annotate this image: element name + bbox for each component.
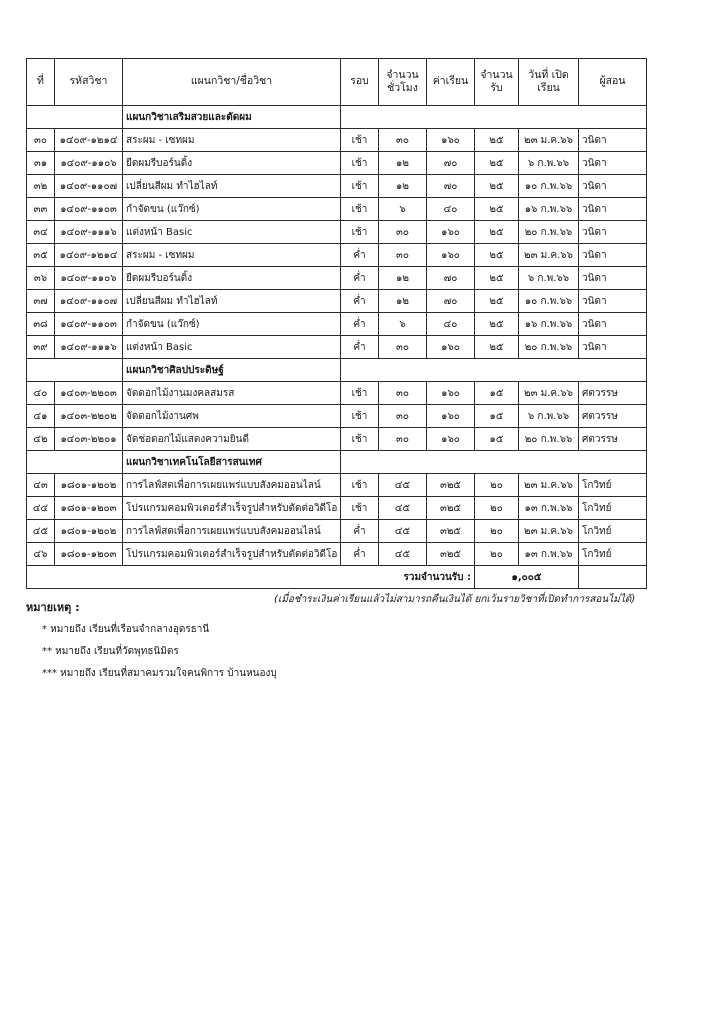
cell-round: ค่ำ (341, 336, 379, 359)
cell-no: ๔๒ (27, 428, 55, 451)
cell-teacher: โกวิทย์ (579, 474, 647, 497)
cell-no: ๔๓ (27, 474, 55, 497)
cell-date: ๒๐ ก.พ.๖๖ (519, 221, 579, 244)
cell-round: เช้า (341, 129, 379, 152)
cell-teacher: ศตวรรษ (579, 382, 647, 405)
cell-round: เช้า (341, 175, 379, 198)
cell-name: โปรแกรมคอมพิวเตอร์สำเร็จรูปสำหรับตัดต่อวิดีโอ (123, 497, 341, 520)
cell-date: ๒๐ ก.พ.๖๖ (519, 428, 579, 451)
cell-seats: ๒๕ (475, 313, 519, 336)
cell-seats: ๒๐ (475, 474, 519, 497)
cell-teacher: วนิดา (579, 198, 647, 221)
cell-fee: ๗๐ (427, 152, 475, 175)
cell-fee: ๑๖๐ (427, 221, 475, 244)
cell-teacher: วนิดา (579, 267, 647, 290)
cell-seats: ๒๕ (475, 244, 519, 267)
cell-no: ๓๔ (27, 221, 55, 244)
cell-name: สระผม - เซทผม (123, 129, 341, 152)
cell-name: แต่งหน้า Basic (123, 336, 341, 359)
table-row (27, 405, 647, 428)
cell-code: ๑๔๐๙-๑๒๑๔ (55, 129, 123, 152)
cell-fee: ๑๖๐ (427, 382, 475, 405)
cell-hours: ๓๐ (379, 405, 427, 428)
cell-no: ๓๑ (27, 152, 55, 175)
cell-name: เปลี่ยนสีผม ทำไฮไลท์ (123, 175, 341, 198)
cell-fee: ๑๖๐ (427, 428, 475, 451)
cell-fee: ๓๒๕ (427, 497, 475, 520)
cell-code: ๑๘๐๑-๑๒๐๓ (55, 497, 123, 520)
cell-seats: ๑๕ (475, 428, 519, 451)
cell-hours: ๖ (379, 198, 427, 221)
cell-date: ๑๓ ก.พ.๖๖ (519, 497, 579, 520)
header-round: รอบ (341, 59, 379, 106)
cell-name: จัดดอกไม้งานมงคลสมรส (123, 382, 341, 405)
section-spacer (341, 106, 647, 129)
cell-name: เปลี่ยนสีผม ทำไฮไลท์ (123, 290, 341, 313)
remark-line: * หมายถึง เรียนที่เรือนจำกลางอุดรธานี (42, 624, 210, 635)
cell-teacher: ศตวรรษ (579, 405, 647, 428)
cell-fee: ๓๒๕ (427, 474, 475, 497)
cell-hours: ๑๒ (379, 290, 427, 313)
remarks-title: หมายเหตุ : (26, 601, 80, 614)
cell-date: ๒๓ ม.ค.๖๖ (519, 244, 579, 267)
cell-fee: ๑๖๐ (427, 405, 475, 428)
cell-teacher: วนิดา (579, 336, 647, 359)
cell-hours: ๖ (379, 313, 427, 336)
cell-round: ค่ำ (341, 543, 379, 566)
section-title: แผนกวิชาศิลปประดิษฐ์ (123, 359, 341, 382)
total-label: รวมจำนวนรับ : (27, 566, 475, 589)
header-teacher: ผู้สอน (579, 59, 647, 106)
cell-round: เช้า (341, 405, 379, 428)
section-title: แผนกวิชาเทคโนโลยีสารสนเทศ (123, 451, 341, 474)
cell-date: ๖ ก.พ.๖๖ (519, 152, 579, 175)
cell-code: ๑๔๐๙-๑๑๑๖ (55, 336, 123, 359)
cell-fee: ๑๖๐ (427, 336, 475, 359)
cell-date: ๒๓ ม.ค.๖๖ (519, 129, 579, 152)
cell-date: ๑๐ ก.พ.๖๖ (519, 175, 579, 198)
header-fee: ค่าเรียน (427, 59, 475, 106)
cell-code: ๑๘๐๑-๑๒๐๓ (55, 543, 123, 566)
cell-hours: ๓๐ (379, 336, 427, 359)
section-row (27, 359, 647, 382)
cell-seats: ๒๕ (475, 152, 519, 175)
table-row (27, 129, 647, 152)
cell-round: ค่ำ (341, 520, 379, 543)
cell-seats: ๑๕ (475, 405, 519, 428)
cell-teacher: วนิดา (579, 175, 647, 198)
cell-seats: ๒๕ (475, 290, 519, 313)
cell-fee: ๗๐ (427, 175, 475, 198)
cell-date: ๑๖ ก.พ.๖๖ (519, 313, 579, 336)
cell-code: ๑๔๐๓-๒๒๐๑ (55, 428, 123, 451)
cell-name: กำจัดขน (แว๊กซ์) (123, 313, 341, 336)
cell-hours: ๔๕ (379, 474, 427, 497)
cell-round: เช้า (341, 382, 379, 405)
cell-round: ค่ำ (341, 290, 379, 313)
refund-disclaimer: (เมื่อชำระเงินค่าเรียนแล้วไม่สามารถคืนเงินได้ ยกเว้นรายวิชาที่เปิดทำการสอนไม่ได้) (274, 594, 636, 605)
section-title: แผนกวิชาเสริมสวยและตัดผม (123, 106, 341, 129)
table-row (27, 520, 647, 543)
cell-teacher: โกวิทย์ (579, 497, 647, 520)
cell-seats: ๒๕ (475, 267, 519, 290)
cell-teacher: วนิดา (579, 221, 647, 244)
cell-code: ๑๔๐๙-๑๒๑๔ (55, 244, 123, 267)
table-row (27, 175, 647, 198)
cell-seats: ๒๕ (475, 175, 519, 198)
cell-hours: ๔๕ (379, 497, 427, 520)
cell-hours: ๑๒ (379, 175, 427, 198)
cell-name: สระผม - เซทผม (123, 244, 341, 267)
header-name: แผนกวิชา/ชื่อวิชา (123, 59, 341, 106)
section-row (27, 451, 647, 474)
table-row (27, 543, 647, 566)
cell-code: ๑๔๐๙-๑๑๐๗ (55, 290, 123, 313)
table-row (27, 497, 647, 520)
cell-name: ยืดผมรีบอร์นดิ้ง (123, 267, 341, 290)
table-row (27, 267, 647, 290)
cell-round: เช้า (341, 198, 379, 221)
cell-round: ค่ำ (341, 267, 379, 290)
cell-round: ค่ำ (341, 244, 379, 267)
total-value: ๑,๐๐๕ (475, 566, 579, 589)
cell-hours: ๓๐ (379, 221, 427, 244)
cell-seats: ๒๕ (475, 129, 519, 152)
header-row (27, 59, 647, 106)
section-row (27, 106, 647, 129)
cell-code: ๑๔๐๙-๑๑๐๓ (55, 313, 123, 336)
cell-fee: ๑๖๐ (427, 244, 475, 267)
cell-teacher: โกวิทย์ (579, 543, 647, 566)
cell-hours: ๔๕ (379, 520, 427, 543)
cell-fee: ๓๒๕ (427, 543, 475, 566)
cell-fee: ๑๖๐ (427, 129, 475, 152)
cell-no: ๓๒ (27, 175, 55, 198)
table-row (27, 198, 647, 221)
table-row (27, 221, 647, 244)
header-seats: จำนวน รับ (475, 59, 519, 106)
cell-no: ๓๐ (27, 129, 55, 152)
cell-round: เช้า (341, 428, 379, 451)
cell-date: ๒๐ ก.พ.๖๖ (519, 336, 579, 359)
total-row (27, 566, 647, 589)
cell-seats: ๒๕ (475, 221, 519, 244)
cell-seats: ๑๕ (475, 382, 519, 405)
cell-round: เช้า (341, 152, 379, 175)
table-row (27, 382, 647, 405)
cell-seats: ๒๐ (475, 520, 519, 543)
cell-name: การไลฟ์สดเพื่อการเผยแพร่แบบสังคมออนไลน์ (123, 520, 341, 543)
table-row (27, 290, 647, 313)
cell-teacher: วนิดา (579, 290, 647, 313)
section-spacer (341, 359, 647, 382)
header-hours: จำนวน ชั่วโมง (379, 59, 427, 106)
cell-name: แต่งหน้า Basic (123, 221, 341, 244)
cell-no: ๔๕ (27, 520, 55, 543)
cell-seats: ๒๕ (475, 198, 519, 221)
cell-no: ๓๗ (27, 290, 55, 313)
cell-fee: ๔๐ (427, 198, 475, 221)
cell-date: ๒๓ ม.ค.๖๖ (519, 520, 579, 543)
total-empty (579, 566, 647, 589)
cell-code: ๑๔๐๙-๑๑๐๓ (55, 198, 123, 221)
cell-hours: ๓๐ (379, 428, 427, 451)
table-row (27, 474, 647, 497)
cell-code: ๑๔๐๙-๑๑๐๖ (55, 267, 123, 290)
section-spacer (27, 451, 123, 474)
cell-hours: ๔๕ (379, 543, 427, 566)
table-row (27, 152, 647, 175)
cell-seats: ๒๕ (475, 336, 519, 359)
cell-date: ๒๓ ม.ค.๖๖ (519, 382, 579, 405)
cell-fee: ๓๒๕ (427, 520, 475, 543)
cell-hours: ๓๐ (379, 244, 427, 267)
cell-no: ๓๖ (27, 267, 55, 290)
section-spacer (341, 451, 647, 474)
cell-no: ๔๔ (27, 497, 55, 520)
cell-code: ๑๘๐๑-๑๒๐๒ (55, 520, 123, 543)
cell-no: ๓๙ (27, 336, 55, 359)
cell-teacher: วนิดา (579, 152, 647, 175)
cell-seats: ๒๐ (475, 543, 519, 566)
cell-code: ๑๔๐๓-๒๒๐๓ (55, 382, 123, 405)
cell-hours: ๓๐ (379, 382, 427, 405)
cell-teacher: โกวิทย์ (579, 520, 647, 543)
cell-no: ๓๘ (27, 313, 55, 336)
cell-name: จัดช่อดอกไม้แสดงความยินดี (123, 428, 341, 451)
cell-seats: ๒๐ (475, 497, 519, 520)
cell-code: ๑๔๐๙-๑๑๐๖ (55, 152, 123, 175)
course-table (26, 58, 647, 589)
cell-name: การไลฟ์สดเพื่อการเผยแพร่แบบสังคมออนไลน์ (123, 474, 341, 497)
cell-date: ๑๓ ก.พ.๖๖ (519, 543, 579, 566)
header-no: ที่ (27, 59, 55, 106)
table-row (27, 244, 647, 267)
cell-date: ๑๖ ก.พ.๖๖ (519, 198, 579, 221)
cell-hours: ๑๒ (379, 267, 427, 290)
cell-no: ๔๐ (27, 382, 55, 405)
cell-date: ๖ ก.พ.๖๖ (519, 267, 579, 290)
cell-code: ๑๔๐๙-๑๑๐๗ (55, 175, 123, 198)
cell-code: ๑๘๐๑-๑๒๐๒ (55, 474, 123, 497)
cell-date: ๑๐ ก.พ.๖๖ (519, 290, 579, 313)
cell-date: ๖ ก.พ.๖๖ (519, 405, 579, 428)
table-row (27, 428, 647, 451)
header-date: วันที่ เปิดเรียน (519, 59, 579, 106)
table-row (27, 313, 647, 336)
section-spacer (27, 106, 123, 129)
remark-line: *** หมายถึง เรียนที่สมาคมรวมใจคนพิการ บ้านหนองบุ (42, 668, 277, 679)
table-row (27, 336, 647, 359)
cell-code: ๑๔๐๓-๒๒๐๒ (55, 405, 123, 428)
cell-code: ๑๔๐๙-๑๑๑๖ (55, 221, 123, 244)
cell-teacher: วนิดา (579, 244, 647, 267)
cell-no: ๓๕ (27, 244, 55, 267)
cell-round: เช้า (341, 497, 379, 520)
cell-name: โปรแกรมคอมพิวเตอร์สำเร็จรูปสำหรับตัดต่อวิดีโอ (123, 543, 341, 566)
cell-teacher: วนิดา (579, 313, 647, 336)
cell-round: ค่ำ (341, 313, 379, 336)
cell-round: เช้า (341, 221, 379, 244)
cell-round: เช้า (341, 474, 379, 497)
cell-name: จัดดอกไม้งานศพ (123, 405, 341, 428)
cell-hours: ๓๐ (379, 129, 427, 152)
cell-teacher: ศตวรรษ (579, 428, 647, 451)
cell-date: ๒๓ ม.ค.๖๖ (519, 474, 579, 497)
cell-name: ยืดผมรีบอร์นดิ้ง (123, 152, 341, 175)
cell-hours: ๑๒ (379, 152, 427, 175)
cell-fee: ๔๐ (427, 313, 475, 336)
cell-no: ๓๓ (27, 198, 55, 221)
header-code: รหัสวิชา (55, 59, 123, 106)
cell-fee: ๗๐ (427, 267, 475, 290)
remark-line: ** หมายถึง เรียนที่วัดพุทธนิมิตร (42, 646, 179, 657)
cell-fee: ๗๐ (427, 290, 475, 313)
cell-no: ๔๑ (27, 405, 55, 428)
section-spacer (27, 359, 123, 382)
cell-teacher: วนิดา (579, 129, 647, 152)
cell-no: ๔๖ (27, 543, 55, 566)
cell-name: กำจัดขน (แว๊กซ์) (123, 198, 341, 221)
